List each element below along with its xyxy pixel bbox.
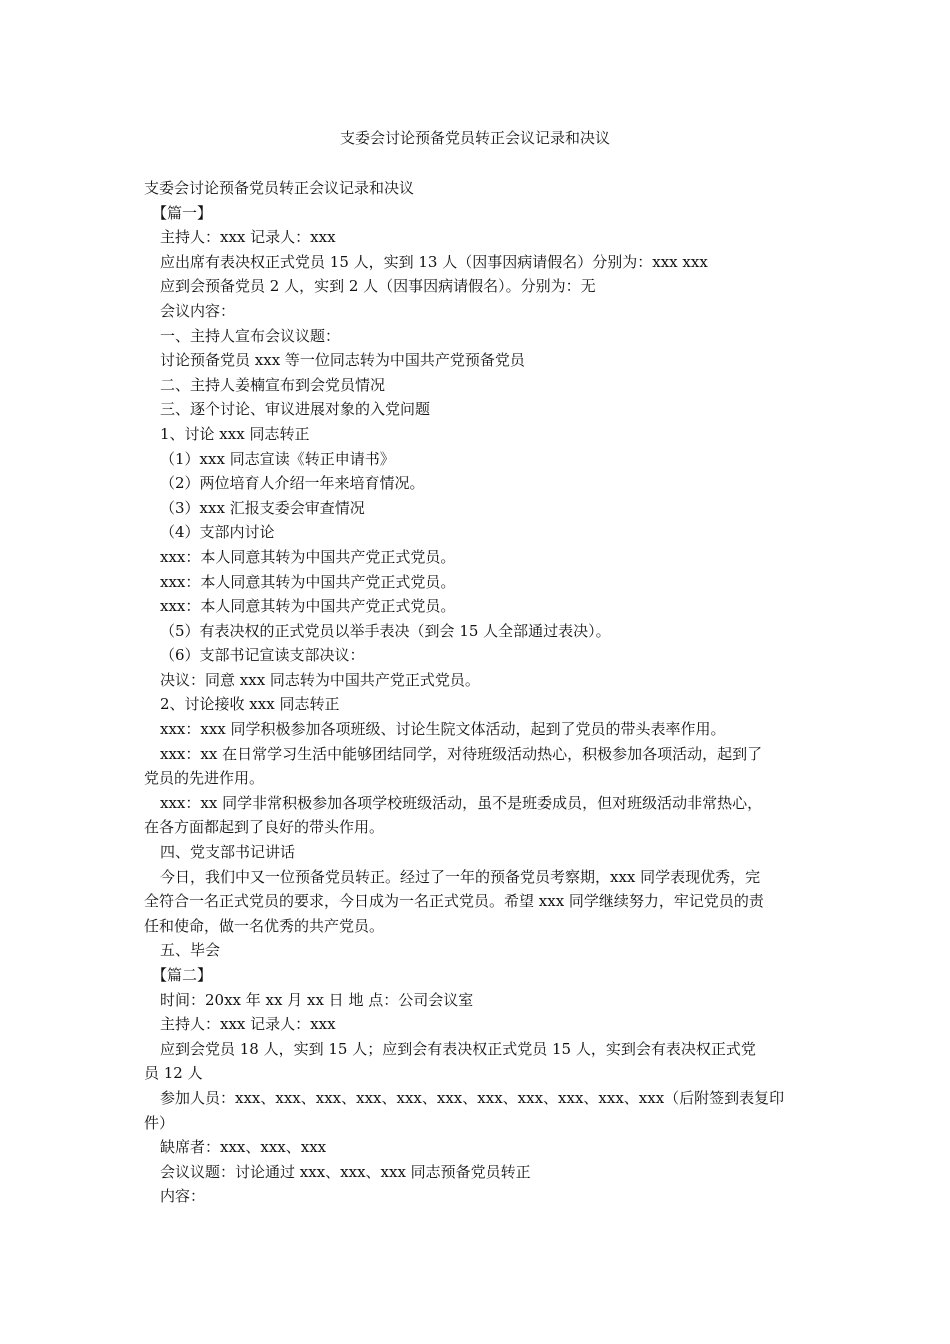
- attendance-line: 应到会党员 18 人，实到 15 人；应到会有表决权正式党员 15 人，实到会有表决权正式党: [160, 1039, 756, 1058]
- sub-item-2: （2）两位培育人介绍一年来培育情况。: [160, 474, 425, 493]
- document-body: [144, 176, 800, 1209]
- sub-item-5: （5）有表决权的正式党员以举手表决（到会 15 人全部通过表决）。: [160, 621, 611, 640]
- sub-item-4: （4）支部内讨论: [160, 523, 275, 542]
- attendance-line: 应出席有表决权正式党员 15 人，实到 13 人（因事因病请假名）分别为：xxx xxx: [160, 252, 708, 271]
- comment-line: xxx：xxx 同学积极参加各项班级、讨论生院文体活动，起到了党员的带头表率作用。: [160, 720, 726, 739]
- sub-item-3: （3）xxx 汇报支委会审查情况: [160, 498, 365, 517]
- comment-line-continued: 在各方面都起到了良好的带头作用。: [144, 818, 385, 837]
- page-title: 支委会讨论预备党员转正会议记录和决议: [339, 129, 610, 147]
- comment-line: xxx：xx 在日常学习生活中能够团结同学，对待班级活动热心，积极参加各项活动，起到了: [160, 744, 763, 763]
- participants-line-continued: 件）: [144, 1113, 175, 1132]
- section-three-heading: 三、逐个讨论、审议进展对象的入党问题: [160, 400, 431, 419]
- sub-item-1: （1）xxx 同志宣读《转正申请书》: [160, 449, 395, 468]
- resolution-line: 决议：同意 xxx 同志转为中国共产党正式党员。: [160, 670, 480, 689]
- body-heading: 支委会讨论预备党员转正会议记录和决议: [144, 179, 415, 197]
- item-one-heading: 1、讨论 xxx 同志转正: [160, 424, 310, 443]
- section-label-part-two: 【篇二】: [152, 966, 213, 984]
- opinion-line: xxx：本人同意其转为中国共产党正式党员。: [160, 547, 456, 566]
- section-four-heading: 四、党支部书记讲话: [160, 843, 296, 862]
- section-one-heading: 一、主持人宣布会议议题：: [160, 326, 341, 345]
- speech-line-continued: 全符合一名正式党员的要求，今日成为一名正式党员。希望 xxx 同学继续努力，牢记党员的责: [144, 892, 764, 911]
- content-label: 内容：: [160, 1187, 206, 1206]
- agenda-line: 会议议题：讨论通过 xxx、xxx、xxx 同志预备党员转正: [160, 1162, 531, 1181]
- comment-line-continued: 党员的先进作用。: [144, 769, 265, 788]
- attendance-line-continued: 员 12 人: [144, 1064, 203, 1083]
- section-label-part-one: 【篇一】: [152, 203, 213, 222]
- section-two-heading: 二、主持人姜楠宣布到会党员情况: [160, 375, 386, 394]
- section-one-text: 讨论预备党员 xxx 等一位同志转为中国共产党预备党员: [160, 351, 525, 370]
- absentees-line: 缺席者：xxx、xxx、xxx: [160, 1138, 327, 1157]
- opinion-line: xxx：本人同意其转为中国共产党正式党员。: [160, 572, 456, 591]
- section-five-heading: 五、毕会: [160, 941, 221, 960]
- participants-line: 参加人员：xxx、xxx、xxx、xxx、xxx、xxx、xxx、xxx、xxx、xxx、xxx（后附签到表复印: [160, 1088, 785, 1107]
- host-recorder-line: 主持人：xxx 记录人：xxx: [160, 1015, 336, 1034]
- time-location-line: 时间：20xx 年 xx 月 xx 日 地 点：公司会议室: [160, 990, 474, 1009]
- speech-line-continued: 任和使命，做一名优秀的共产党员。: [144, 916, 385, 935]
- item-two-heading: 2、讨论接收 xxx 同志转正: [160, 695, 340, 714]
- meeting-content-label: 会议内容：: [160, 301, 236, 320]
- opinion-line: xxx：本人同意其转为中国共产党正式党员。: [160, 597, 456, 616]
- probationary-attendance-line: 应到会预备党员 2 人，实到 2 人（因事因病请假名）。分别为：无: [160, 277, 596, 296]
- speech-line: 今日，我们中又一位预备党员转正。经过了一年的预备党员考察期，xxx 同学表现优秀，完: [160, 867, 761, 886]
- sub-item-6: （6）支部书记宣读支部决议：: [160, 646, 365, 665]
- comment-line: xxx：xx 同学非常积极参加各项学校班级活动，虽不是班委成员，但对班级活动非常热心，: [160, 793, 763, 812]
- host-recorder-line: 主持人：xxx 记录人：xxx: [160, 228, 336, 247]
